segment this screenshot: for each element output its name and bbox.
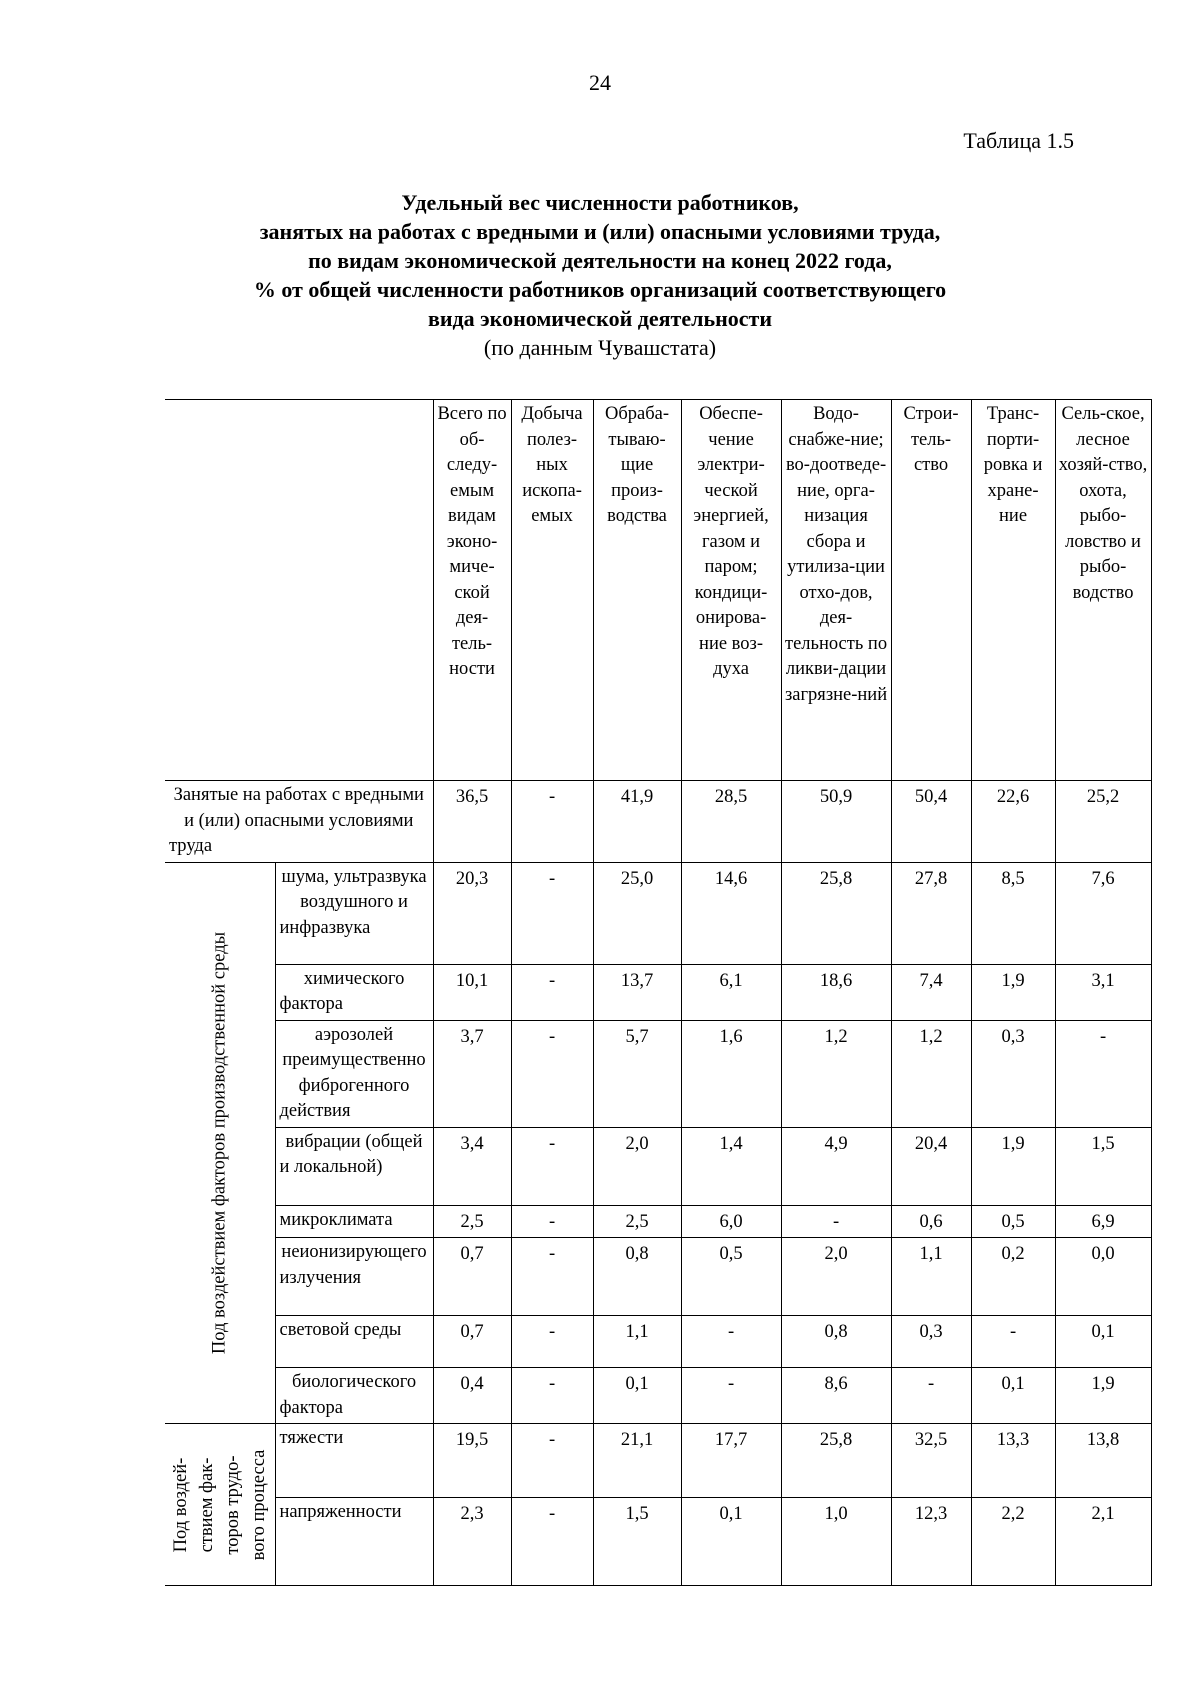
cell: 25,8 (781, 862, 891, 964)
group-label-line: вого процесса (248, 1449, 269, 1560)
cell: - (511, 1127, 593, 1205)
cell: 0,4 (433, 1368, 511, 1424)
cell: 0,0 (1055, 1238, 1151, 1316)
table-row (165, 1424, 1151, 1498)
cell: - (781, 1205, 891, 1238)
row-label: Занятые на работах с вредными и (или) опасными условиями труда (165, 781, 433, 863)
cell: - (511, 1316, 593, 1368)
group-label-line: ствием фак- (196, 1457, 217, 1552)
cell: 10,1 (433, 964, 511, 1020)
cell: 0,5 (971, 1205, 1055, 1238)
cell: 27,8 (891, 862, 971, 964)
cell: 32,5 (891, 1424, 971, 1498)
table-row (165, 964, 1151, 1020)
cell: 7,4 (891, 964, 971, 1020)
row-label: тяжести (275, 1424, 433, 1498)
cell: 28,5 (681, 781, 781, 863)
cell: 50,4 (891, 781, 971, 863)
header-corner (165, 400, 433, 781)
table-row (165, 781, 1151, 863)
row-label: вибрации (общей и локальной) (275, 1127, 433, 1205)
cell: 13,3 (971, 1424, 1055, 1498)
cell: 2,5 (593, 1205, 681, 1238)
cell: 1,2 (781, 1020, 891, 1127)
cell: - (511, 1238, 593, 1316)
column-header: Всего по об-следу-емым видам эконо-миче-ской дея-тель-ности (433, 400, 511, 781)
cell: 1,9 (1055, 1368, 1151, 1424)
title-subtitle: (по данным Чувашстата) (483, 335, 717, 360)
cell: 0,2 (971, 1238, 1055, 1316)
cell: 7,6 (1055, 862, 1151, 964)
cell: 22,6 (971, 781, 1055, 863)
cell: 21,1 (593, 1424, 681, 1498)
cell: 1,1 (891, 1238, 971, 1316)
cell: 4,9 (781, 1127, 891, 1205)
cell: 1,4 (681, 1127, 781, 1205)
cell: 2,5 (433, 1205, 511, 1238)
cell: - (511, 1020, 593, 1127)
cell: 1,5 (593, 1498, 681, 1586)
group-label-text (168, 1449, 272, 1560)
group-label-line: торов трудо- (222, 1454, 243, 1555)
data-table (165, 399, 1152, 1586)
cell: 25,2 (1055, 781, 1151, 863)
cell: 1,6 (681, 1020, 781, 1127)
cell: 13,8 (1055, 1424, 1151, 1498)
table-row (165, 1205, 1151, 1238)
cell: 0,1 (593, 1368, 681, 1424)
cell: 13,7 (593, 964, 681, 1020)
cell: 2,0 (593, 1127, 681, 1205)
cell: 0,7 (433, 1238, 511, 1316)
cell: 18,6 (781, 964, 891, 1020)
row-label: микроклимата (275, 1205, 433, 1238)
column-header: Обраба-тываю-щие произ-водства (593, 400, 681, 781)
cell: 3,7 (433, 1020, 511, 1127)
group-label-text: Под воздействием факторов производственной среды (209, 931, 229, 1354)
cell: 25,0 (593, 862, 681, 964)
cell: 1,1 (593, 1316, 681, 1368)
row-label: химического фактора (275, 964, 433, 1020)
cell: 5,7 (593, 1020, 681, 1127)
title-line: Удельный вес численности работников, (401, 190, 799, 215)
header-row (165, 400, 1151, 781)
column-header: Водо-снабже-ние; во-доотведе-ние, орга-низация сбора и утилиза-ции отхо-дов, дея-тельность по ликви-дации загрязне-ний (781, 400, 891, 781)
cell: 12,3 (891, 1498, 971, 1586)
column-header: Строи-тель-ство (891, 400, 971, 781)
cell: 2,1 (1055, 1498, 1151, 1586)
cell: 0,8 (593, 1238, 681, 1316)
cell: 0,1 (681, 1498, 781, 1586)
cell: - (891, 1368, 971, 1424)
cell: 19,5 (433, 1424, 511, 1498)
cell: 0,6 (891, 1205, 971, 1238)
group-label-line: Под воздей- (170, 1457, 191, 1552)
cell: 1,5 (1055, 1127, 1151, 1205)
cell: 0,1 (971, 1368, 1055, 1424)
cell: 6,1 (681, 964, 781, 1020)
cell: 0,5 (681, 1238, 781, 1316)
cell: 6,9 (1055, 1205, 1151, 1238)
cell: 36,5 (433, 781, 511, 863)
cell: - (1055, 1020, 1151, 1127)
cell: 25,8 (781, 1424, 891, 1498)
title-line: занятых на работах с вредными и (или) опасными условиями труда, (259, 219, 941, 244)
table-row (165, 1020, 1151, 1127)
cell: 8,6 (781, 1368, 891, 1424)
cell: 1,2 (891, 1020, 971, 1127)
row-label: напряженности (275, 1498, 433, 1586)
cell: - (511, 1368, 593, 1424)
table-row (165, 1498, 1151, 1586)
table-label: Таблица 1.5 (963, 128, 1074, 153)
cell: 0,7 (433, 1316, 511, 1368)
row-label: аэрозолей преимущественно фиброгенного действия (275, 1020, 433, 1127)
cell: - (511, 781, 593, 863)
cell: 1,9 (971, 964, 1055, 1020)
cell: - (511, 964, 593, 1020)
title-line: вида экономической деятельности (427, 306, 773, 331)
cell: 41,9 (593, 781, 681, 863)
table-title (150, 188, 1050, 362)
column-header: Обеспе-чение электри-ческой энергией, газом и паром; кондици-онирова-ние воз-духа (681, 400, 781, 781)
cell: - (511, 1498, 593, 1586)
column-header: Сель-ское, лесное хозяй-ство, охота, рыбо-ловство и рыбо-водство (1055, 400, 1151, 781)
cell: 1,9 (971, 1127, 1055, 1205)
cell: - (681, 1368, 781, 1424)
table-row (165, 1238, 1151, 1316)
cell: - (511, 1205, 593, 1238)
cell: 50,9 (781, 781, 891, 863)
cell: - (681, 1316, 781, 1368)
cell: - (971, 1316, 1055, 1368)
row-label: шума, ультразвука воздушного и инфразвука (275, 862, 433, 964)
column-header: Транс-порти-ровка и хране-ние (971, 400, 1055, 781)
cell: 2,0 (781, 1238, 891, 1316)
row-label: неионизирующего излучения (275, 1238, 433, 1316)
cell: 0,8 (781, 1316, 891, 1368)
table-row (165, 1368, 1151, 1424)
cell: 2,3 (433, 1498, 511, 1586)
cell: 20,3 (433, 862, 511, 964)
cell: 0,1 (1055, 1316, 1151, 1368)
table-row (165, 862, 1151, 964)
column-header: Добыча полез-ных ископа-емых (511, 400, 593, 781)
group-label-environment (165, 862, 275, 1424)
cell: - (511, 862, 593, 964)
cell: 14,6 (681, 862, 781, 964)
title-line: по видам экономической деятельности на конец 2022 года, (308, 248, 892, 273)
cell: 1,0 (781, 1498, 891, 1586)
cell: - (511, 1424, 593, 1498)
cell: 0,3 (891, 1316, 971, 1368)
row-label: световой среды (275, 1316, 433, 1368)
cell: 3,1 (1055, 964, 1151, 1020)
row-label: биологического фактора (275, 1368, 433, 1424)
cell: 3,4 (433, 1127, 511, 1205)
page-number: 24 (589, 70, 611, 95)
group-label-labor-process (165, 1424, 275, 1586)
cell: 0,3 (971, 1020, 1055, 1127)
table-row (165, 1127, 1151, 1205)
cell: 17,7 (681, 1424, 781, 1498)
cell: 20,4 (891, 1127, 971, 1205)
cell: 8,5 (971, 862, 1055, 964)
table-row (165, 1316, 1151, 1368)
cell: 2,2 (971, 1498, 1055, 1586)
title-line: % от общей численности работников организаций соответствующего (253, 277, 947, 302)
cell: 6,0 (681, 1205, 781, 1238)
